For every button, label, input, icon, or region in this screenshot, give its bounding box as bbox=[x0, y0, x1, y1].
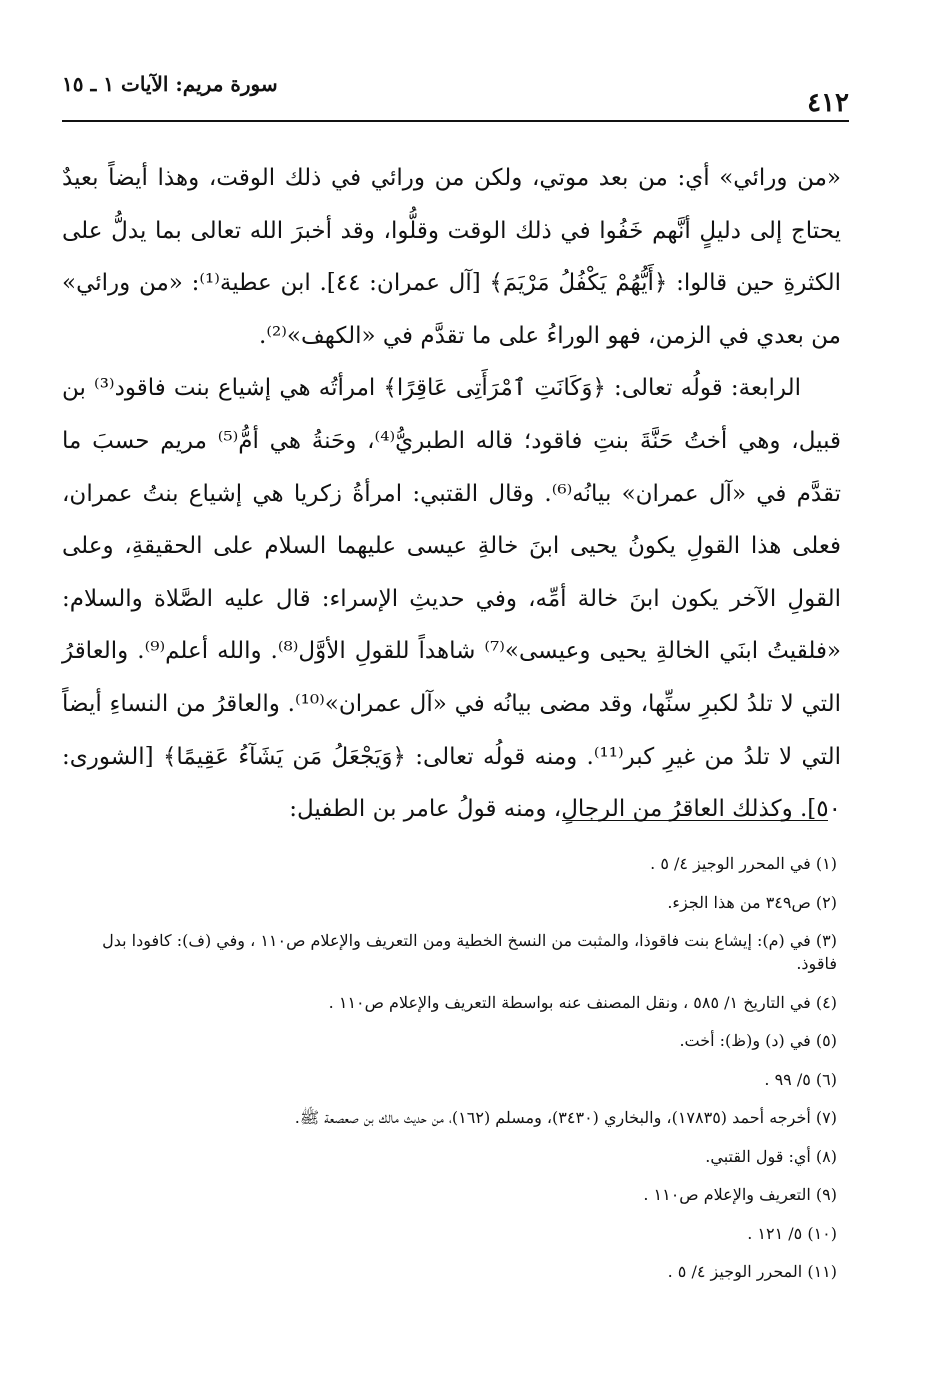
footnote-7: (٧) أخرجه أحمد (١٧٨٣٥)، والبخاري (٣٤٣٠)، ومسلم (١٦٢)، من حديث مالك بن صعصعة ﷺ. bbox=[294, 1108, 837, 1127]
footnote-9: (٩) التعريف والإعلام ص١١٠ . bbox=[643, 1185, 837, 1204]
running-title: سورة مريم: الآيات ١ ـ ١٥ bbox=[62, 72, 278, 96]
footnote-divider bbox=[562, 820, 828, 821]
footnote-11: (١١) المحرر الوجيز ٤/ ٥ . bbox=[667, 1262, 837, 1281]
footnote-1: (١) في المحرر الوجيز ٤/ ٥ . bbox=[650, 854, 837, 873]
footnote-5: (٥) في (د) و(ظ): أخت. bbox=[679, 1031, 837, 1050]
page-header bbox=[62, 66, 849, 122]
footnote-8: (٨) أي: قول القتبي. bbox=[705, 1146, 837, 1166]
paragraph-1: «من ورائي» أي: من بعد موتي، ولكن من ورائي في ذلك الوقت، وهذا أيضاً بعيدٌ يحتاج إلى دليلٍ أنَّهم خَفُوا في ذلك الوقت وقلُّوا، وقد أخبرَ الله تعالى بما يدلُّ على الكثرةِ حين قالوا: ﴿أَيُّهُمْ يَكْفُلُ مَرْيَمَ﴾ [آل عمران: ٤٤]. ابن عطية⁽¹⁾: «من ورائي» من بعدي في الزمن، فهو الوراءُ على ما تقدَّم في «الكهف»⁽²⁾. bbox=[62, 165, 842, 349]
footnote-3: (٣) في (م): إيشاع بنت فاقوذا، والمثبت من النسخ الخطية ومن التعريف والإعلام ص١١٠ ، وفي (ف): كافودا بدل فاقوذ. bbox=[102, 931, 837, 973]
footnote-2: (٢) ص٣٤٩ من هذا الجزء. bbox=[667, 892, 837, 912]
paragraph-2: الرابعة: قولُه تعالى: ﴿وَكَانَتِ ٱمْرَأَتِى عَاقِرًا﴾ امرأتُه هي إشياع بنت فاقود⁽³⁾ بن قبيل، وهي أختُ حَنَّةَ بنتِ فاقود؛ قاله الطبريُّ⁽⁴⁾، وحَنةُ هي أمُّ⁽⁵⁾ مريم حسبَ ما تقدَّم في «آل عمران» بيانُه⁽⁶⁾. وقال القتبي: امرأةُ زكريا هي إشياع بنتُ عمران، فعلى هذا القولِ يكونُ يحيى ابنَ خالةِ عيسى عليهما السلام على الحقيقةِ، وعلى القولِ الآخر يكون ابنَ خالة أمِّه، وفي حديثِ الإسراء: قال عليه الصَّلاة والسلام: «فلقيتُ ابنَي الخالةِ يحيى وعيسى»⁽⁷⁾ شاهداً للقولِ الأوَّل⁽⁸⁾. والله أعلم⁽⁹⁾. والعاقرُ التي لا تلدُ لكبرِ سنِّها، وقد مضى بيانُه في «آل عمران»⁽¹⁰⁾. والعاقرُ من النساءِ أيضاً التي لا تلدُ من غيرِ كبر⁽¹¹⁾. ومنه قولُه تعالى: ﴿وَيَجْعَلُ مَن يَشَآءُ عَقِيمًا﴾ [الشورى: ٥٠]. وكذلك العاقرُ من الرجالِ، ومنه قولُ عامر بن الطفيل: bbox=[62, 375, 842, 823]
footnote-6: (٦) ٥/ ٩٩ . bbox=[764, 1069, 837, 1089]
footnote-10: (١٠) ٥/ ١٢١ . bbox=[747, 1223, 837, 1243]
page-number: ٤١٢ bbox=[807, 88, 849, 118]
footnotes bbox=[62, 852, 837, 1299]
main-text bbox=[62, 152, 841, 836]
footnote-4: (٤) في التاريخ ١/ ٥٨٥ ، ونقل المصنف عنه بواسطة التعريف والإعلام ص١١٠ . bbox=[328, 992, 837, 1012]
